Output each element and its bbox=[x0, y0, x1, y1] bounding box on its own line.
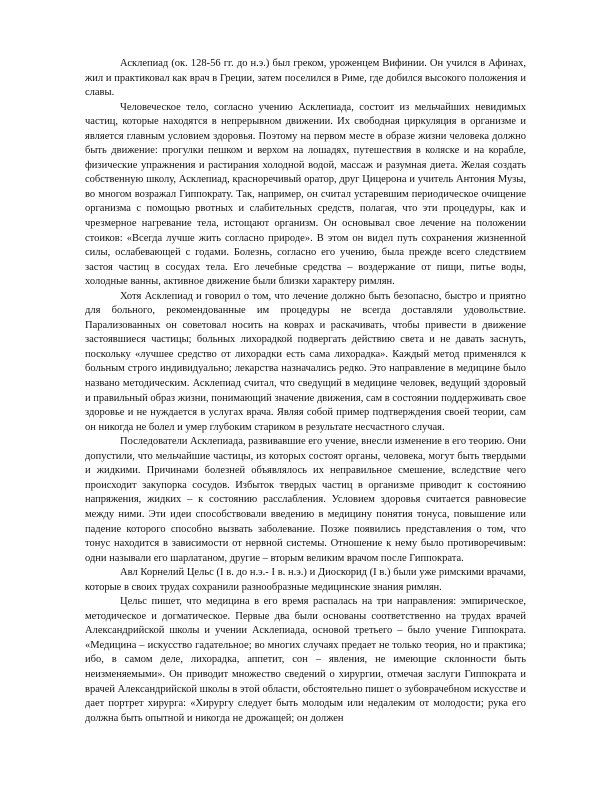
paragraph: Авл Корнелий Цельс (I в. до н.э.- I в. н.э.) и Диоскорид (I в.) были уже римскими врачами, которые в своих трудах сохранили разнообразные медицинские знания римлян. bbox=[85, 567, 526, 593]
paragraph: Цельс пишет, что медицина в его время распалась на три направления: эмпирическое, методическое и догматическое. Первые два были основаны соответственно на трудах врачей Александрийской школы и учении Асклепиада, основой третьего – было учение Гиппократа. «Медицина – искусство гадательное; во многих случаях предает не только теория, но и практика; ибо, в самом деле, лихорадка, аппетит, сон – явления, не имеющие склонности быть неизменяемыми». Он приводит множество сведений о хирургии, отмечая заслуги Гиппократа и врачей Александрийской школы в этой области, обстоятельно пишет о зубоврачебном искусстве и дает портрет хирурга: «Хирургу следует быть молодым или недалеким от молодости; рука его должна быть опытной и никогда не дрожащей; он должен bbox=[85, 596, 526, 724]
paragraph: Последователи Асклепиада, развивавшие его учение, внесли изменение в его теорию. Они допустили, что мельчайшие частицы, из которых состоят органы, человека, могут быть твердыми и жидкими. Причинами болезней объявлялось их неправильное смешение, вследствие чего происходит закупорка сосудов. Избыток твердых частиц в организме приводит к состоянию напряжения, жидких – к состоянию расслабления. Условием здоровья считается равновесие между ними. Эти идеи способствовали введению в медицину понятия тонуса, повышение или падение которого способно вызвать заболевание. Позже появились представления о том, что тонус находится в зависимости от нервной системы. Отношение к нему было противоречивым: одни называли его шарлатаном, другие – вторым великим врачом после Гиппократа. bbox=[85, 436, 526, 564]
paragraph: Асклепиад (ок. 128-56 гг. до н.э.) был греком, уроженцем Вифинии. Он учился в Афинах, жил и практиковал как врач в Греции, затем поселился в Риме, где добился высокого положения и славы. bbox=[85, 58, 526, 99]
paragraph: Человеческое тело, согласно учению Асклепиада, состоит из мельчайших невидимых частиц, которые находятся в непрерывном движении. Их свободная циркуляция в организме и является главным условием здоровья. Поэтому на первом месте в образе жизни человека должно быть движение: прогулки пешком и верхом на лошадях, путешествия в коляске и на корабле, физические упражнения и растирания холодной водой, массаж и разумная диета. Желая создать собственную школу, Асклепиад, красноречивый оратор, друг Цицерона и учитель Антония Музы, во многом возражал Гиппократу. Так, например, он считал устаревшим периодическое очищение организма с помощью рвотных и слабительных средств, полагая, что эти процедуры, как и чрезмерное нагревание тела, истощают организм. Он основывал свое лечение на положении стоиков: «Всегда лучше жить согласно природе». В этом он видел путь сохранения жизненной силы, ослабевающей с годами. Болезнь, согласно его учению, была прежде всего следствием застоя частиц в сосудах тела. Его лечебные средства – воздержание от пищи, питье воды, холодные ванны, активное движение были близки характеру римлян. bbox=[85, 101, 526, 288]
paragraph: Хотя Асклепиад и говорил о том, что лечение должно быть безопасно, быстро и приятно для больного, рекомендованные им процедуры не всегда доставляли удовольствие. Парализованных он советовал носить на коврах и раскачивать, чтобы привести в движение застоявшиеся частицы; больных лихорадкой подвергать действию света и не давать заснуть, поскольку «лучшее средство от лихорадки есть сама лихорадка». Каждый метод применялся к больным строго индивидуально; лекарства назначались редко. Это направление в медицине было названо методическим. Асклепиад считал, что сведущий в медицине человек, ведущий здоровый и правильный образ жизни, понимающий значение движения, сам в состоянии поддерживать свое здоровье и не нуждается в услугах врача. Являя собой пример подтверждения своей теории, сам он никогда не болел и умер глубоким стариком в результате несчастного случая. bbox=[85, 290, 526, 433]
body-text bbox=[85, 57, 526, 726]
